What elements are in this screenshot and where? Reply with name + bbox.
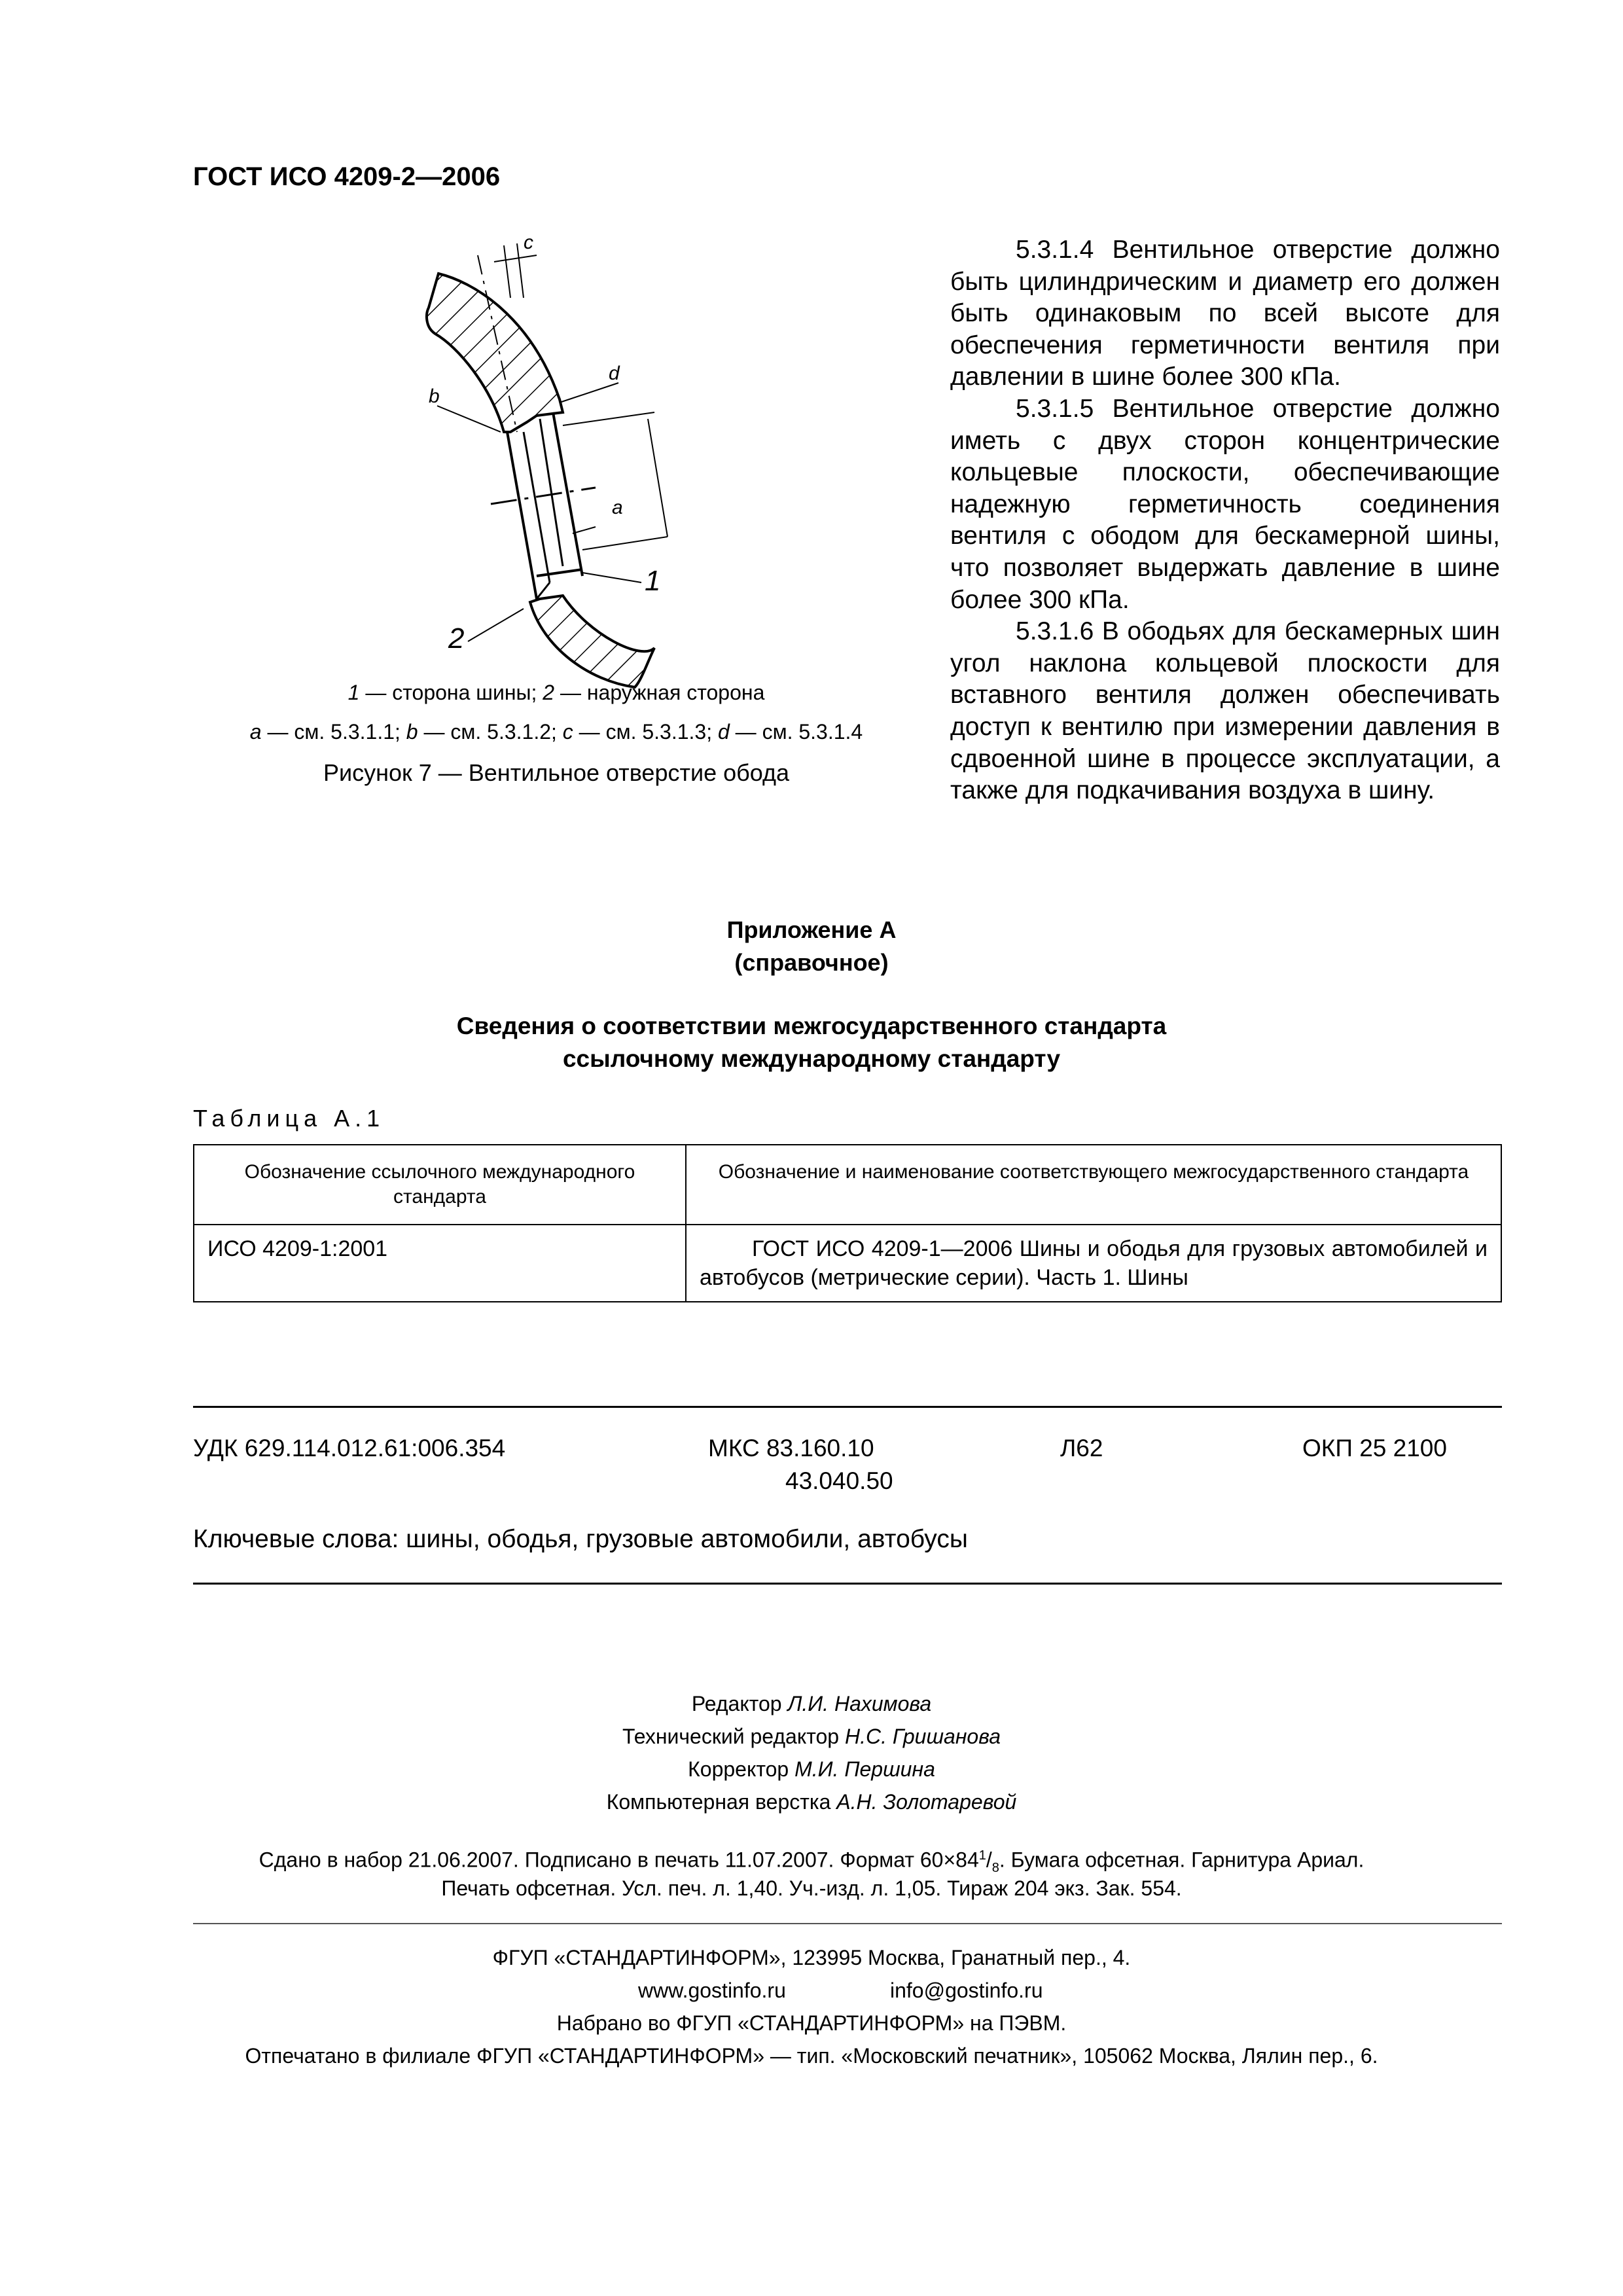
label-1: 1 [645,565,661,597]
publisher-website[interactable]: www.gostinfo.ru [638,1979,786,2002]
rim-lower-section [530,596,654,687]
table-label: Таблица А.1 [193,1105,385,1132]
figure-caption: Рисунок 7 — Вентильное отверстие обода [323,759,789,786]
publisher-address: ФГУП «СТАНДАРТИНФОРМ», 123995 Москва, Гранатный пер., 4. [492,1946,1131,1969]
label-c: c [524,236,533,253]
credit-proofreader: Корректор М.И. Першина [688,1757,935,1781]
right-column-text [950,234,1500,807]
publisher-email[interactable]: info@gostinfo.ru [890,1979,1043,2002]
print-info-line-2: Печать офсетная. Усл. печ. л. 1,40. Уч.-изд. л. 1,05. Тираж 204 экз. Зак. 554. [441,1876,1182,1900]
valve-hole-drawing [196,236,916,851]
correspondence-table [193,1144,1502,1302]
legend-key-d: d [717,720,730,744]
legend-key-a: a [249,720,262,744]
typeset-info: Набрано во ФГУП «СТАНДАРТИНФОРМ» на ПЭВМ. [556,2011,1067,2035]
annex-heading-line-1: Сведения о соответствии межгосударственного стандарта [456,1013,1167,1039]
label-d: d [609,363,620,384]
document-code-header: ГОСТ ИСО 4209-2—2006 [193,162,501,191]
figure-legend-sides [196,681,916,705]
paragraph-5-3-1-4: 5.3.1.4 Вентильное отверстие должно быть цилиндрическим и диаметр его должен быть одинаковым по всей высоте для обеспечения герметичности вентиля при давлении в шине более 300 кПа. [950,236,1500,391]
legend-key-2: 2 [543,681,555,704]
table-header-international: Обозначение ссылочного международного стандарта [194,1145,686,1225]
keywords: Ключевые слова: шины, ободья, грузовые автомобили, автобусы [193,1525,968,1553]
divider-publisher [193,1923,1502,1924]
divider-top [193,1406,1502,1408]
print-info-line-1: Сдано в набор 21.06.2007. Подписано в печать 11.07.2007. Формат $60\times 84^1/_8$. Бумага офсетная. Гарнитура Ариал. [259,1848,1364,1876]
table-cell-gost: ГОСТ ИСО 4209-1—2006 Шины и ободья для грузовых автомобилей и автобусов (метрические серии). Часть 1. Шины [686,1225,1501,1302]
legend-text-a: — см. 5.3.1.1; [261,720,406,744]
printed-info: Отпечатано в филиале ФГУП «СТАНДАРТИНФОРМ» — тип. «Московский печатник», 105062 Москва, Лялин пер., 6. [245,2044,1378,2068]
legend-key-b: b [406,720,418,744]
annex-subtitle: (справочное) [734,949,889,976]
table-header-row [194,1145,1501,1225]
annex-title: Приложение А [726,916,897,943]
label-b: b [429,386,440,407]
label-2: 2 [448,622,465,655]
okp-code: ОКП 25 2100 [1302,1435,1447,1462]
figure-7-valve-hole [196,236,916,851]
mks-code-2: 43.040.50 [785,1467,893,1494]
legend-key-c: c [562,720,573,744]
credit-layout: Компьютерная верстка А.Н. Золотаревой [606,1790,1017,1814]
legend-text-d: — см. 5.3.1.4 [729,720,863,744]
paragraph-5-3-1-5: 5.3.1.5 Вентильное отверстие должно иметь с двух сторон концентрические кольцевые плоскости, обеспечивающие надежную герметичность соединения вентиля с ободом для бескамерной шины, что позволяет выдержать давление в шине более 300 кПа. [950,394,1500,614]
annex-heading-line-2: ссылочному международному стандарту [562,1045,1061,1072]
credit-editor: Редактор Л.И. Нахимова [691,1692,932,1715]
legend-text-2: — наружная сторона [554,681,765,704]
figure-legend-refs [196,720,916,744]
table-header-interstate: Обозначение и наименование соответствующего межгосударственного стандарта [686,1145,1501,1225]
l-code: Л62 [1060,1435,1103,1462]
credit-tech-editor: Технический редактор Н.С. Гришанова [622,1725,1001,1748]
label-a: a [612,497,623,518]
rim-upper-section [427,274,563,432]
table-row [194,1225,1501,1302]
divider-bottom [193,1583,1502,1585]
udk-code: УДК 629.114.012.61:006.354 [193,1435,506,1462]
table-cell-iso: ИСО 4209-1:2001 [194,1225,686,1302]
legend-key-1: 1 [348,681,360,704]
paragraph-5-3-1-6: 5.3.1.6 В ободьях для бескамерных шин угол наклона кольцевой плоскости для вставного вентиля должен обеспечивать доступ к вентилю при измерении давления в сдвоенной шине в процессе эксплуатации, а также для подкачивания воздуха в шину. [950,617,1500,805]
legend-text-b: — см. 5.3.1.2; [418,720,563,744]
mks-code-1: МКС 83.160.10 [708,1435,874,1462]
legend-text-1: — сторона шины; [359,681,543,704]
legend-text-c: — см. 5.3.1.3; [573,720,718,744]
